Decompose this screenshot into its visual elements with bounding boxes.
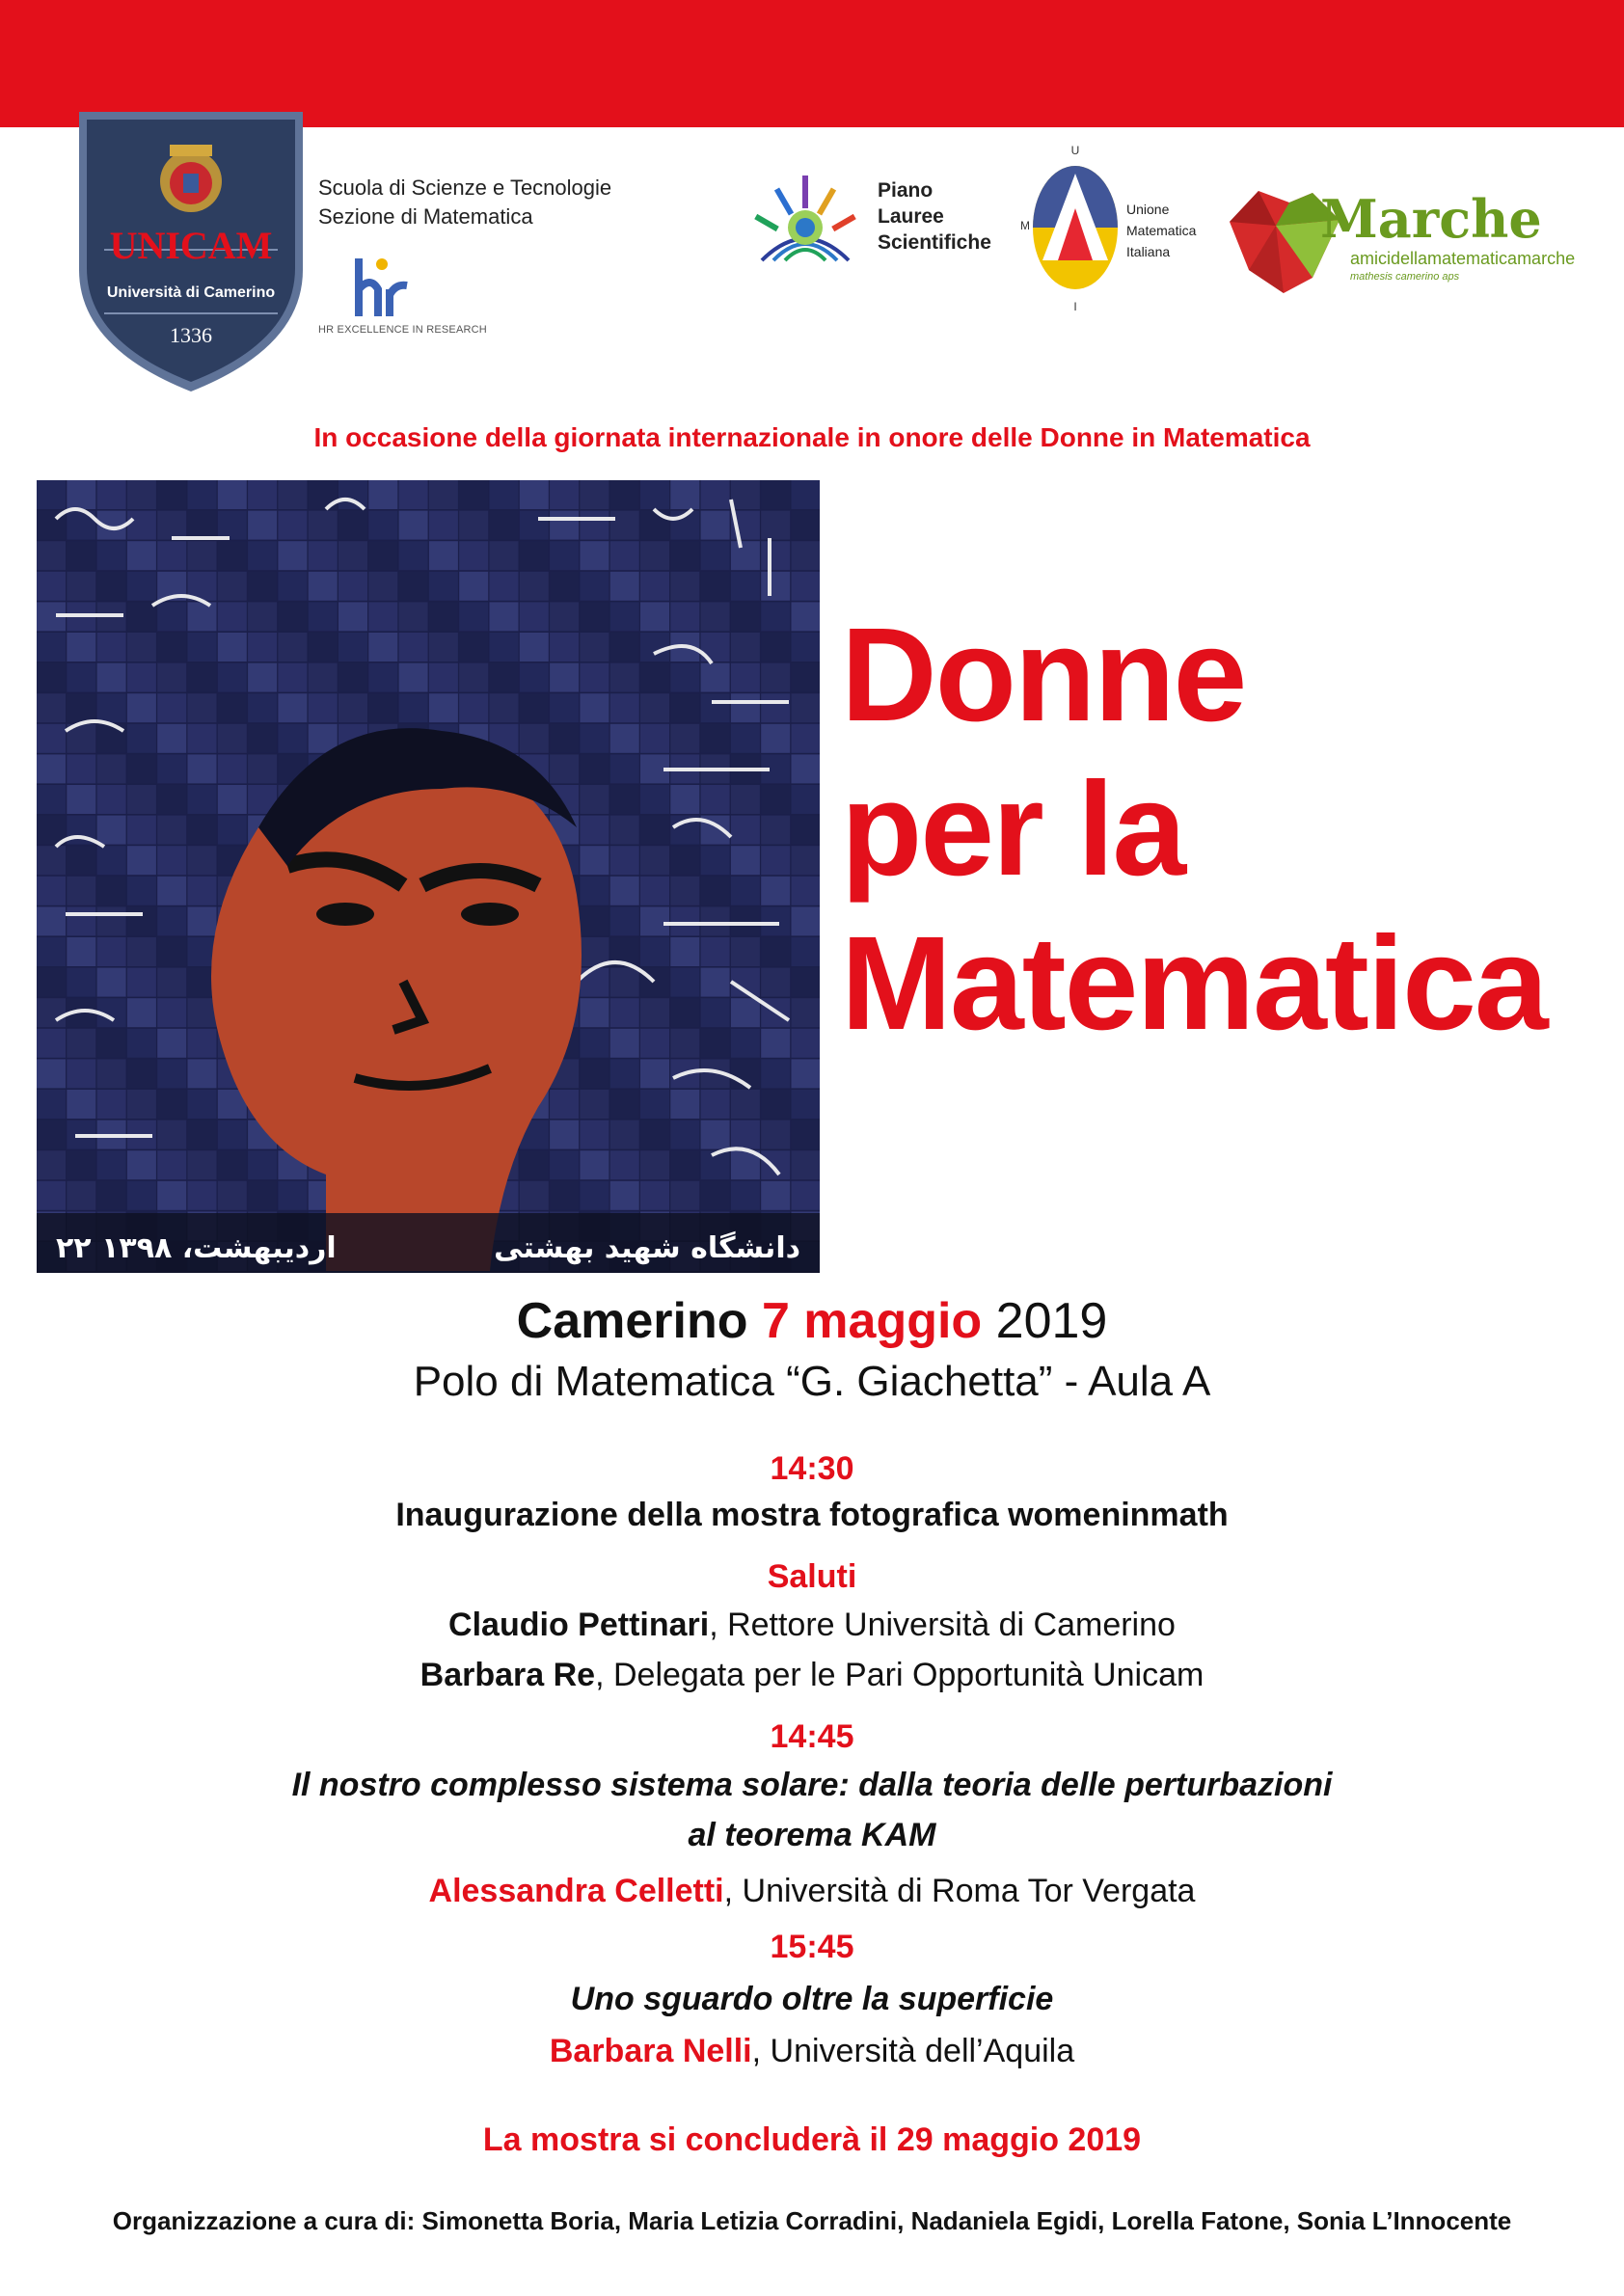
- pls-line-1: Piano: [878, 179, 934, 202]
- talk-1-title-line-2: al teorema KAM: [688, 1817, 936, 1853]
- talk-1-affiliation: , Università di Roma Tor Vergata: [723, 1873, 1196, 1909]
- saluti-heading: Saluti: [767, 1558, 857, 1595]
- greeting-1-role: , Rettore Università di Camerino: [709, 1607, 1176, 1643]
- talk-1-title-line-1: Il nostro complesso sistema solare: dalla teoria delle perturbazioni: [291, 1767, 1333, 1803]
- event-date: 7 maggio: [761, 1293, 983, 1349]
- pls-text: [878, 177, 991, 256]
- umi-letter-i: I: [1073, 300, 1077, 313]
- title-line-1: Donne: [841, 601, 1246, 749]
- unicam-year: 1336: [170, 323, 212, 347]
- talk-2-speaker-name: Barbara Nelli: [549, 2033, 752, 2069]
- pls-line-2: Lauree: [878, 205, 944, 228]
- hr-tagline: HR EXCELLENCE IN RESEARCH: [318, 324, 487, 336]
- talk-1-speaker-name: Alessandra Celletti: [428, 1873, 724, 1909]
- school-line-2: Sezione di Matematica: [318, 204, 533, 229]
- time-1: 14:30: [770, 1450, 854, 1487]
- umi-letter-m: M: [1020, 219, 1030, 232]
- hr-excellence-logo: [318, 241, 424, 338]
- marche-subtitle-2: mathesis camerino aps: [1350, 271, 1460, 283]
- session-1-title: Inaugurazione della mostra fotografica womeninmath: [395, 1497, 1229, 1533]
- umi-line-3: Italiana: [1126, 244, 1171, 259]
- time-2: 14:45: [770, 1718, 854, 1755]
- school-line-1: Scuola di Scienze e Tecnologie: [318, 176, 612, 200]
- talk-2-affiliation: , Università dell’Aquila: [751, 2033, 1075, 2069]
- greeting-2: [0, 1657, 1624, 1694]
- title-line-3: Matematica: [841, 909, 1547, 1058]
- event-date-line: [0, 1292, 1624, 1350]
- school-name: [318, 174, 611, 231]
- unicam-shield-logo: [75, 106, 307, 395]
- event-venue: Polo di Matematica “G. Giachetta” - Aula A: [413, 1358, 1211, 1405]
- time-3: 15:45: [770, 1929, 854, 1965]
- umi-letter-u: U: [1070, 144, 1080, 157]
- pls-logo-icon: [743, 164, 868, 275]
- marche-subtitle: amicidellamatematicamarche: [1350, 249, 1576, 268]
- closing-note: La mostra si concluderà il 29 maggio 2019: [482, 2121, 1142, 2158]
- talk-2-title: Uno sguardo oltre la superficie: [570, 1981, 1054, 2017]
- greeting-1: [0, 1607, 1624, 1644]
- talk-1-speaker: [0, 1873, 1624, 1910]
- greeting-2-role: , Delegata per le Pari Opportunità Unicam: [595, 1657, 1204, 1693]
- event-city: Camerino: [516, 1293, 748, 1349]
- unicam-university: Università di Camerino: [106, 284, 276, 301]
- marche-title: Marche: [1320, 188, 1542, 250]
- poster-caption-right: دانشگاه شهید بهشتی: [494, 1231, 800, 1265]
- title-line-2: per la: [841, 755, 1185, 904]
- unicam-name: UNICAM: [109, 224, 273, 267]
- greeting-2-name: Barbara Re: [420, 1657, 596, 1693]
- main-title: [841, 598, 1547, 1061]
- poster-artwork: [37, 480, 820, 1273]
- organizers-footer: Organizzazione a cura di: Simonetta Boria, Maria Letizia Corradini, Nadaniela Egidi, Lorella Fatone, Sonia L’Innocente: [112, 2206, 1512, 2235]
- umi-line-2: Matematica: [1126, 223, 1197, 238]
- umi-text: [1126, 199, 1196, 262]
- greeting-1-name: Claudio Pettinari: [448, 1607, 710, 1643]
- pls-line-3: Scientifiche: [878, 231, 991, 254]
- occasion-line: In occasione della giornata internazionale in onore delle Donne in Matematica: [313, 422, 1311, 452]
- umi-logo: [1017, 135, 1133, 318]
- event-year: 2019: [995, 1293, 1108, 1349]
- umi-line-1: Unione: [1126, 202, 1170, 217]
- poster-caption-left: ۲۲ اردیبهشت، ۱۳۹۸: [56, 1231, 337, 1265]
- talk-2-speaker: [0, 2033, 1624, 2070]
